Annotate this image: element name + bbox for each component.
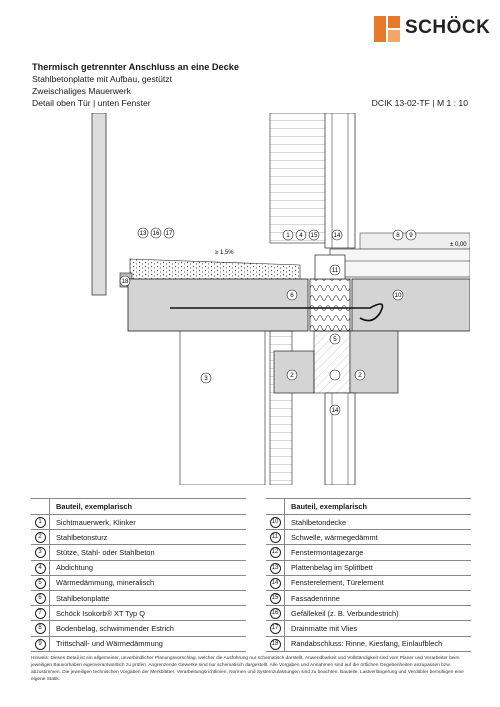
legend-row: 1 Sichtmauerwerk, Klinker: [31, 515, 246, 530]
callout-13: [138, 228, 148, 238]
svg-text:11: 11: [331, 267, 339, 275]
svg-text:5: 5: [333, 336, 337, 344]
callout-1: [283, 230, 293, 240]
subtitle-line-2: Zweischaliges Mauerwerk: [32, 86, 131, 96]
svg-text:14: 14: [333, 232, 341, 240]
legend-row: 11 Schwelle, wärmegedämmt: [266, 530, 471, 545]
legend-row: 6 Stahlbetonplatte: [31, 590, 246, 605]
callout-11: [330, 265, 340, 275]
callout-8: [393, 230, 403, 240]
slope-label: ≥ 1,5%: [215, 250, 234, 256]
subtitle-line-1: Stahlbetonplatte mit Aufbau, gestützt: [32, 74, 172, 84]
legend-right: [266, 498, 471, 652]
callout-4: [296, 230, 306, 240]
legend-row: 13 Plattenbelag im Splittbett: [266, 560, 471, 575]
threshold: [315, 255, 345, 279]
callout-5: [330, 334, 340, 344]
legend-row: 8 Bodenbelag, schwimmender Estrich: [31, 621, 246, 636]
svg-text:13: 13: [139, 230, 147, 238]
logo-mark-icon: [374, 16, 400, 42]
callout-10: [393, 290, 403, 300]
legend-row: 10 Stahlbetondecke: [266, 515, 471, 530]
svg-text:3: 3: [204, 375, 208, 383]
window-frame-lower: [325, 393, 355, 485]
svg-text:2: 2: [290, 372, 294, 380]
left-upper-post: [92, 113, 106, 295]
svg-text:10: 10: [394, 292, 402, 300]
svg-text:9: 9: [409, 232, 413, 240]
level-label: ± 0,00: [450, 242, 467, 248]
svg-text:8: 8: [396, 232, 400, 240]
callout-14-top: [332, 230, 342, 240]
drawing-code-scale: DCIK 13-02-TF | M 1 : 10: [371, 98, 468, 108]
callout-2-right: [355, 370, 365, 380]
legend-row: 15 Fassadenrinne: [266, 590, 471, 605]
svg-text:15: 15: [310, 232, 318, 240]
callout-3: [201, 373, 211, 383]
column-support: [180, 328, 265, 485]
svg-text:18: 18: [121, 278, 129, 286]
callout-17: [164, 228, 174, 238]
callout-18: [120, 276, 130, 286]
callout-6: [287, 290, 297, 300]
legend-left: [31, 498, 246, 652]
legend-heading: Bauteil, exemplarisch: [50, 499, 247, 515]
legend-row: 17 Drainmatte mit Vlies: [266, 621, 471, 636]
page-title: Thermisch getrennter Anschluss an eine Decke: [32, 62, 239, 72]
brick-wall-upper: [270, 113, 332, 243]
door-frame-upper: [325, 113, 355, 248]
legend-row: 7 Schöck Isokorb® XT Typ Q: [31, 606, 246, 621]
svg-text:4: 4: [299, 232, 303, 240]
svg-text:14: 14: [331, 407, 339, 415]
svg-text:1: 1: [286, 232, 290, 240]
callout-12: [330, 370, 340, 380]
callout-2-left: [287, 370, 297, 380]
subtitle-line-3: Detail oben Tür | unten Fenster: [32, 98, 151, 108]
legend-row: 14 Fensterelement, Türelement: [266, 575, 471, 590]
legend-row: 3 Stütze, Stahl- oder Stahlbeton: [31, 545, 246, 560]
legend-row: 12 Fenstermontagezarge: [266, 545, 471, 560]
callout-14-bottom: [330, 405, 340, 415]
svg-text:17: 17: [165, 230, 173, 238]
legend-row: 2 Stahlbetonsturz: [31, 530, 246, 545]
legend-heading: Bauteil, exemplarisch: [285, 499, 472, 515]
legend-row: 4 Abdichtung: [31, 560, 246, 575]
disclaimer-note: Hinweis: Dieses Detail ist ein allgemeiner, unverbindlicher Planungsvorschlag, welcher die Ausführung nur schematisch darstellt. Anwendbarkeit und Vollständigkeit sind vom Planer und Verarbeiter beim jeweiligen Bauvorhaben eigenverantwortlich zu prüfen. Angrenzende Gewerke sind nur schematisch dargestellt. Alle Vorgaben und Annahmen sind auf die örtlichen Gegebenheiten anzupassen bzw. abzustimmen. Die jeweiligen technischen Vorgaben der Merkblätter, Verarbeitungsrichtlinien, Normen und Systemzulassungen sind zu beachten. Bauteile, Lastverlängerung und Verdübler bemühigen eine eigene Statik.: [31, 656, 464, 682]
svg-text:6: 6: [290, 292, 294, 300]
callout-15: [309, 230, 319, 240]
concrete-slab-right: [352, 279, 470, 331]
legend-row: 5 Wärmedämmung, mineralisch: [31, 575, 246, 590]
isokorb-element: [310, 279, 350, 331]
concrete-slab-left: [128, 279, 308, 331]
callout-9: [406, 230, 416, 240]
floor-screed: [330, 249, 470, 277]
legend-row: 16 Gefällekeil (z. B. Verbundestrich): [266, 606, 471, 621]
callout-16: [151, 228, 161, 238]
lintel-right: [350, 331, 398, 393]
svg-text:2: 2: [358, 372, 362, 380]
schoeck-logo: [374, 16, 491, 42]
section-drawing: [30, 113, 470, 485]
legend-row: 18 Randabschluss: Rinne, Kiesfang, Einlaufblech: [266, 636, 471, 651]
brand-name: SCHÖCK: [405, 17, 491, 38]
legend-row: 9 Trittschall- und Wärmedämmung: [31, 636, 246, 651]
paving-gravel-bed: [130, 259, 300, 279]
svg-text:16: 16: [152, 230, 160, 238]
